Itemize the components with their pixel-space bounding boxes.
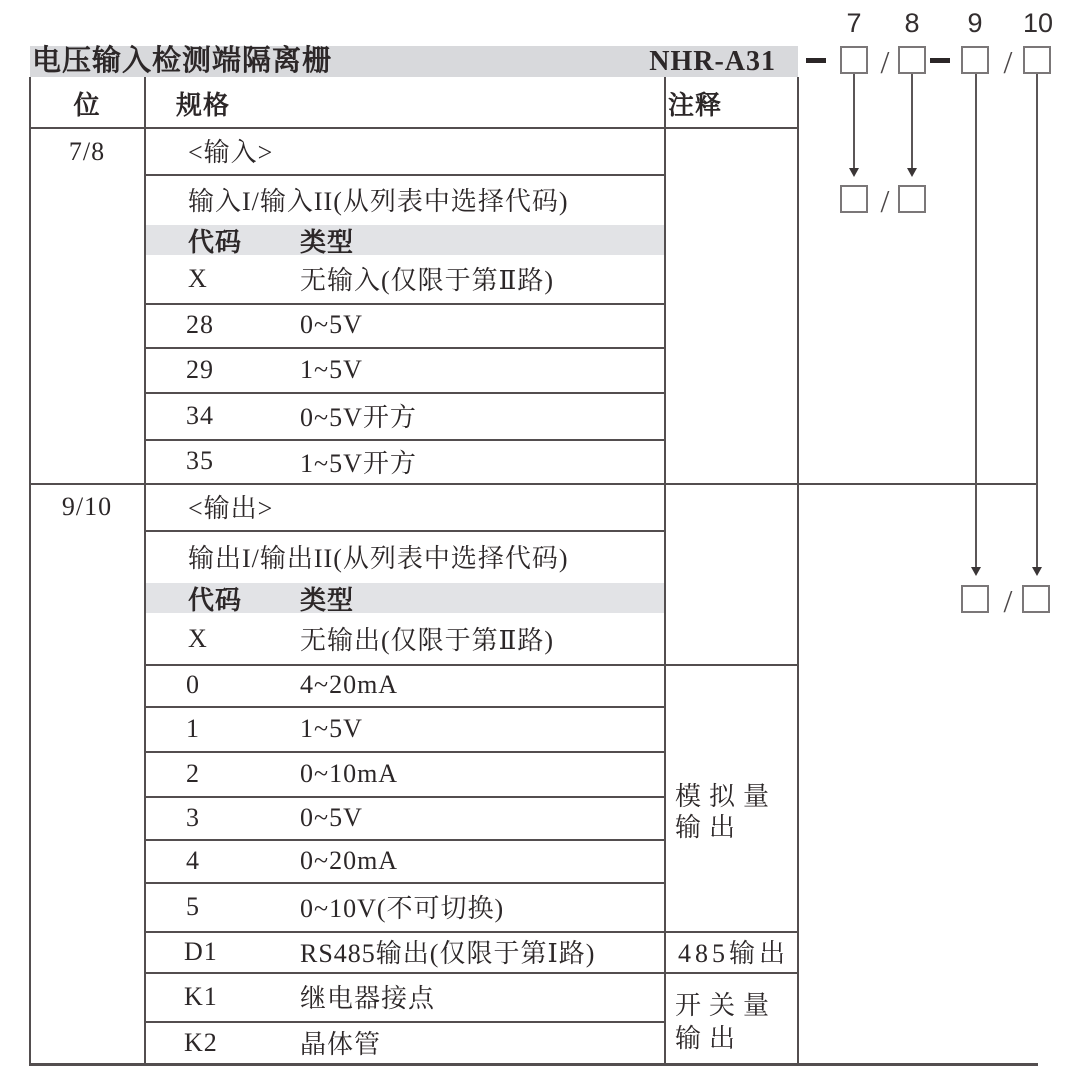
input-code-box-2 (898, 185, 926, 213)
section-position-label: 9/10 (61, 492, 113, 521)
band-code-label: 代码 (188, 227, 243, 257)
arrow-head-7 (849, 168, 859, 177)
slash-separator: / (1003, 583, 1013, 619)
section-position-label: 7/8 (68, 137, 106, 166)
dash-separator (806, 58, 826, 63)
row-code: 35 (186, 446, 214, 475)
row-type: RS485输出(仅限于第Ⅰ路) (300, 939, 596, 968)
row-line (144, 751, 666, 753)
column-header-note: 注释 (668, 91, 723, 120)
spec-intro: <输入> (188, 138, 274, 167)
table-divider-spec-note (664, 77, 666, 1066)
table-left-border (29, 77, 31, 1066)
model-number: NHR-A31 (649, 45, 776, 77)
column-header-spec: 规格 (176, 91, 231, 120)
note-switch-line1: 开关量 (675, 991, 778, 1020)
table-bottom-border (29, 1063, 1038, 1066)
spec-subtitle: 输出I/输出II(从列表中选择代码) (188, 544, 569, 573)
note-switch-line2: 输出 (675, 1024, 744, 1053)
row-code: 3 (186, 802, 200, 832)
column-header-position: 位 (73, 91, 101, 120)
note-rs485-output: 485输出 (678, 939, 790, 968)
page-title: 电压输入检测端隔离栅 (32, 45, 333, 77)
row-type: 0~10mA (300, 758, 399, 788)
row-code: 1 (186, 713, 200, 743)
note-analog-output (675, 781, 777, 843)
input-code-box-1 (840, 185, 868, 213)
note-analog-line1: 模拟量 (675, 782, 778, 811)
row-code: 34 (186, 400, 214, 430)
row-code: 5 (186, 891, 200, 921)
row-type: 晶体管 (300, 1030, 382, 1059)
row-line (144, 347, 666, 349)
row-line (144, 303, 666, 305)
arrow-head-8 (907, 168, 917, 177)
band-type-label: 类型 (300, 227, 355, 257)
row-code: K2 (184, 1027, 218, 1057)
slash-separator: / (880, 183, 890, 219)
row-type: 无输出(仅限于第Ⅱ路) (300, 626, 554, 655)
spec-intro: <输出> (188, 494, 274, 523)
table-right-border (797, 77, 799, 1066)
slash-separator: / (880, 44, 890, 80)
row-type: 1~5V开方 (300, 448, 417, 478)
row-code: 2 (186, 758, 200, 788)
code-box-7 (840, 46, 868, 74)
arrow-head-10 (1032, 567, 1042, 576)
digit-label-8: 8 (904, 8, 920, 38)
row-type: 4~20mA (300, 670, 399, 699)
row-type: 1~5V (300, 713, 363, 743)
code-box-10 (1023, 46, 1051, 74)
row-code: 4 (186, 845, 200, 875)
row-line (144, 839, 666, 841)
code-box-8 (898, 46, 926, 74)
row-line (144, 706, 666, 708)
row-line (144, 796, 666, 798)
title-bar (30, 46, 798, 77)
row-type: 0~20mA (300, 845, 399, 875)
row-code: 28 (186, 310, 214, 339)
output-code-box-2 (1022, 585, 1050, 613)
note-analog-line2: 输出 (675, 813, 744, 842)
row-code: 0 (186, 670, 200, 699)
arrow-line-9 (975, 74, 977, 567)
row-type: 0~10V(不可切换) (300, 894, 505, 923)
arrow-line-8 (911, 74, 913, 168)
digit-label-10: 10 (1023, 8, 1054, 38)
row-code: X (188, 623, 208, 653)
code-box-9 (961, 46, 989, 74)
slash-separator: / (1003, 44, 1013, 80)
row-type: 0~5V (300, 310, 363, 339)
row-type: 继电器接点 (300, 984, 436, 1013)
row-code: 29 (186, 354, 214, 384)
row-line (144, 1021, 666, 1023)
row-code: X (188, 263, 208, 293)
arrow-line-7 (853, 74, 855, 168)
row-type: 无输入(仅限于第Ⅱ路) (300, 266, 554, 295)
digit-label-7: 7 (846, 8, 862, 38)
digit-label-9: 9 (967, 8, 983, 38)
arrow-head-9 (971, 567, 981, 576)
output-code-box-1 (961, 585, 989, 613)
header-bottom-line (29, 127, 799, 129)
spec-subtitle: 输入I/输入II(从列表中选择代码) (188, 187, 569, 216)
dash-separator (930, 58, 950, 63)
row-code: K1 (184, 981, 218, 1011)
row-type: 1~5V (300, 354, 363, 384)
row-line (144, 664, 799, 666)
arrow-line-10 (1036, 74, 1038, 567)
row-type: 0~5V (300, 802, 363, 832)
note-switch-output (675, 989, 777, 1055)
section-divider-line (29, 483, 1038, 485)
row-code: D1 (184, 936, 218, 966)
band-code-label: 代码 (188, 585, 243, 615)
band-type-label: 类型 (300, 585, 355, 615)
row-line (144, 972, 799, 974)
row-type: 0~5V开方 (300, 403, 417, 432)
